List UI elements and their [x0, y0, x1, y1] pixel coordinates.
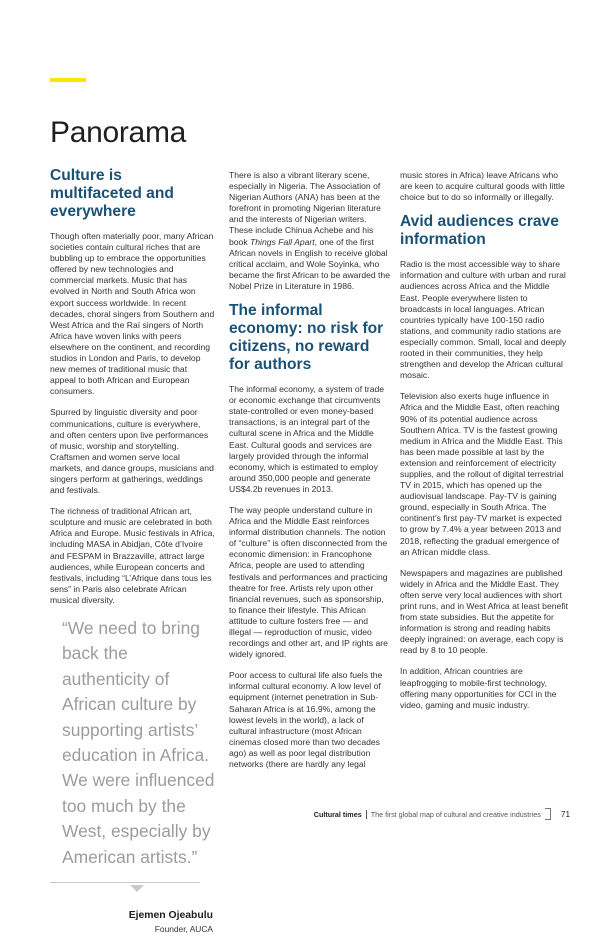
- section-heading-culture: Culture is multifaceted and everywhere: [50, 167, 174, 220]
- paragraph: The informal economy, a system of trade or economic exchange that circumvents state-controlled or even money-based transactions, is an integral part of the cultural scene in Africa and the Middle East. Cultural goods and services are largely provided through the informal economy, which is estimated to employ around 350,000 people and generate US$4.2b revenues in 2013.: [229, 384, 385, 494]
- paragraph: music stores in Africa) leave Africans who are keen to acquire cultural goods with little choice but to do so informally or illegally.: [400, 170, 565, 203]
- paragraph-text: There is also a vibrant literary scene, especially in Nigeria. The Association of Nigerian Authors (ANA) has been at the forefront in promoting Nigerian literature and the interests of Nigerian writers. These include Chinua Achebe and his book: [229, 170, 381, 247]
- page-number: 71: [560, 809, 570, 819]
- publication-subtitle: The first global map of cultural and creative industries: [370, 809, 541, 819]
- column-1: [50, 167, 215, 935]
- quote-author: Ejemen Ojeabulu: [128, 910, 213, 922]
- paragraph: In addition, African countries are leapfrogging to mobile-first technology, offering many opportunities for CCI in the video, gaming and music industry.: [400, 666, 557, 710]
- page-title: Panorama: [50, 116, 187, 149]
- quote-divider: [50, 882, 200, 883]
- paragraph: The way people understand culture in Africa and the Middle East reinforces informal distribution channels. The notion of “culture” is often disconnected from the economic dimension: in Francophone Africa, people are used to attending festivals and performances and practicing theatre for free. Artists rely upon other financial revenues, such as sponsorship, to finance their lifestyle. This African attitude to culture fosters free — and illegal — reproduction of music, video recordings and other art, and IP rights are widely ignored.: [229, 504, 388, 660]
- bracket-icon: [545, 808, 551, 820]
- column-3: [400, 170, 570, 721]
- book-title: Things Fall Apart: [250, 236, 315, 247]
- publication-name: Cultural times: [313, 809, 362, 819]
- accent-bar: [50, 78, 86, 82]
- section-heading-avid-audiences: Avid audiences crave information: [400, 213, 559, 249]
- section-heading-informal-economy: The informal economy: no risk for citizens, no reward for authors: [229, 302, 384, 374]
- paragraph: Poor access to cultural life also fuels the informal cultural economy. A low level of equipment (internet penetration in Sub-Saharan Africa is at 16.9%, among the lowest levels in the world), a lack of cultural infrastructure (most African cinemas closed more than two decades ago) as well as poor legal distribution networks (there are hardly any legal: [229, 670, 383, 770]
- paragraph: Television also exerts huge influence in Africa and the Middle East, often reaching 90% of its potential audience across Southern Africa. TV is the fastest growing medium in Africa and the Middle East. This has been made possible at last by the extension and reinforcement of electricity supplies, and the rollout of digital terrestrial TV in 2015, which has opened up the audiovisual landscape. Pay-TV is gaining ground, especially in South Africa. The continent’s first pay-TV market is expected to grow by 7.4% a year between 2013 and 2018, reflecting the gradual emergence of an African middle class.: [400, 391, 564, 557]
- page-footer: [314, 808, 570, 820]
- paragraph: Spurred by linguistic diversity and poor communications, culture is everywhere, and often centers upon live performances of music, worship and storytelling. Craftsmen and women serve local markets, and dance groups, musicians and singers perform at gatherings, weddings and festivals.: [50, 407, 214, 496]
- footer-divider: [366, 810, 367, 819]
- paragraph: Newspapers and magazines are published widely in Africa and the Middle East. They often serve very local audiences with short print runs, and in West Africa at least benefit from state subsidies. But the appetite for information is strong and reading habits deeply ingrained: on average, each copy is read by 8 to 10 people.: [400, 567, 568, 656]
- paragraph: Radio is the most accessible way to share information and culture with urban and rural audiences across Africa and the Middle East. People everywhere listen to broadcasts in local languages. African countries typically have 100-150 radio stations, and community radio stations are especially common. Small, local and deeply rooted in their communities, they help strengthen and develop the African cultural mosaic.: [400, 259, 567, 381]
- paragraph: Though often materially poor, many African societies contain cultural riches that are bubbling up to embrace the opportunities offered by new technologies and commercial markets. Music that has evolved in North and South Africa won export success worldwide. In recent decades, choral singers from Southern and West Africa and the Raï singers of North Africa have woven links with peers elsewhere on the continent, and recording studios in London and Paris, to develop new memes of traditional music that appeal to both African and European consumers.: [50, 231, 215, 397]
- pull-quote: “We need to bring back the authenticity of African culture by supporting artists’ education in Africa. We were influenced too much by the West, especially by American artists.”: [62, 618, 215, 867]
- column-2: [229, 170, 390, 780]
- quote-author-role: Founder, AUCA: [154, 924, 213, 935]
- quote-pointer-icon: [130, 885, 144, 892]
- paragraph: The richness of traditional African art, sculpture and music are celebrated in both Africa and Europe. Music festivals in Africa, including MASA in Abidjan, Côte d’Ivoire and FESPAM in Brazzaville, attract large audiences, while European concerts and festivals, including “L’Afrique dans tous les sens” in Paris also celebrate African musical diversity.: [50, 506, 215, 605]
- paragraph-text: , one of the first African novels in English to receive global critical acclaim, and Wole Soyinka, who became the first African to be awarded the Nobel Prize in Literature in 1986.: [229, 236, 390, 291]
- paragraph: [229, 170, 390, 292]
